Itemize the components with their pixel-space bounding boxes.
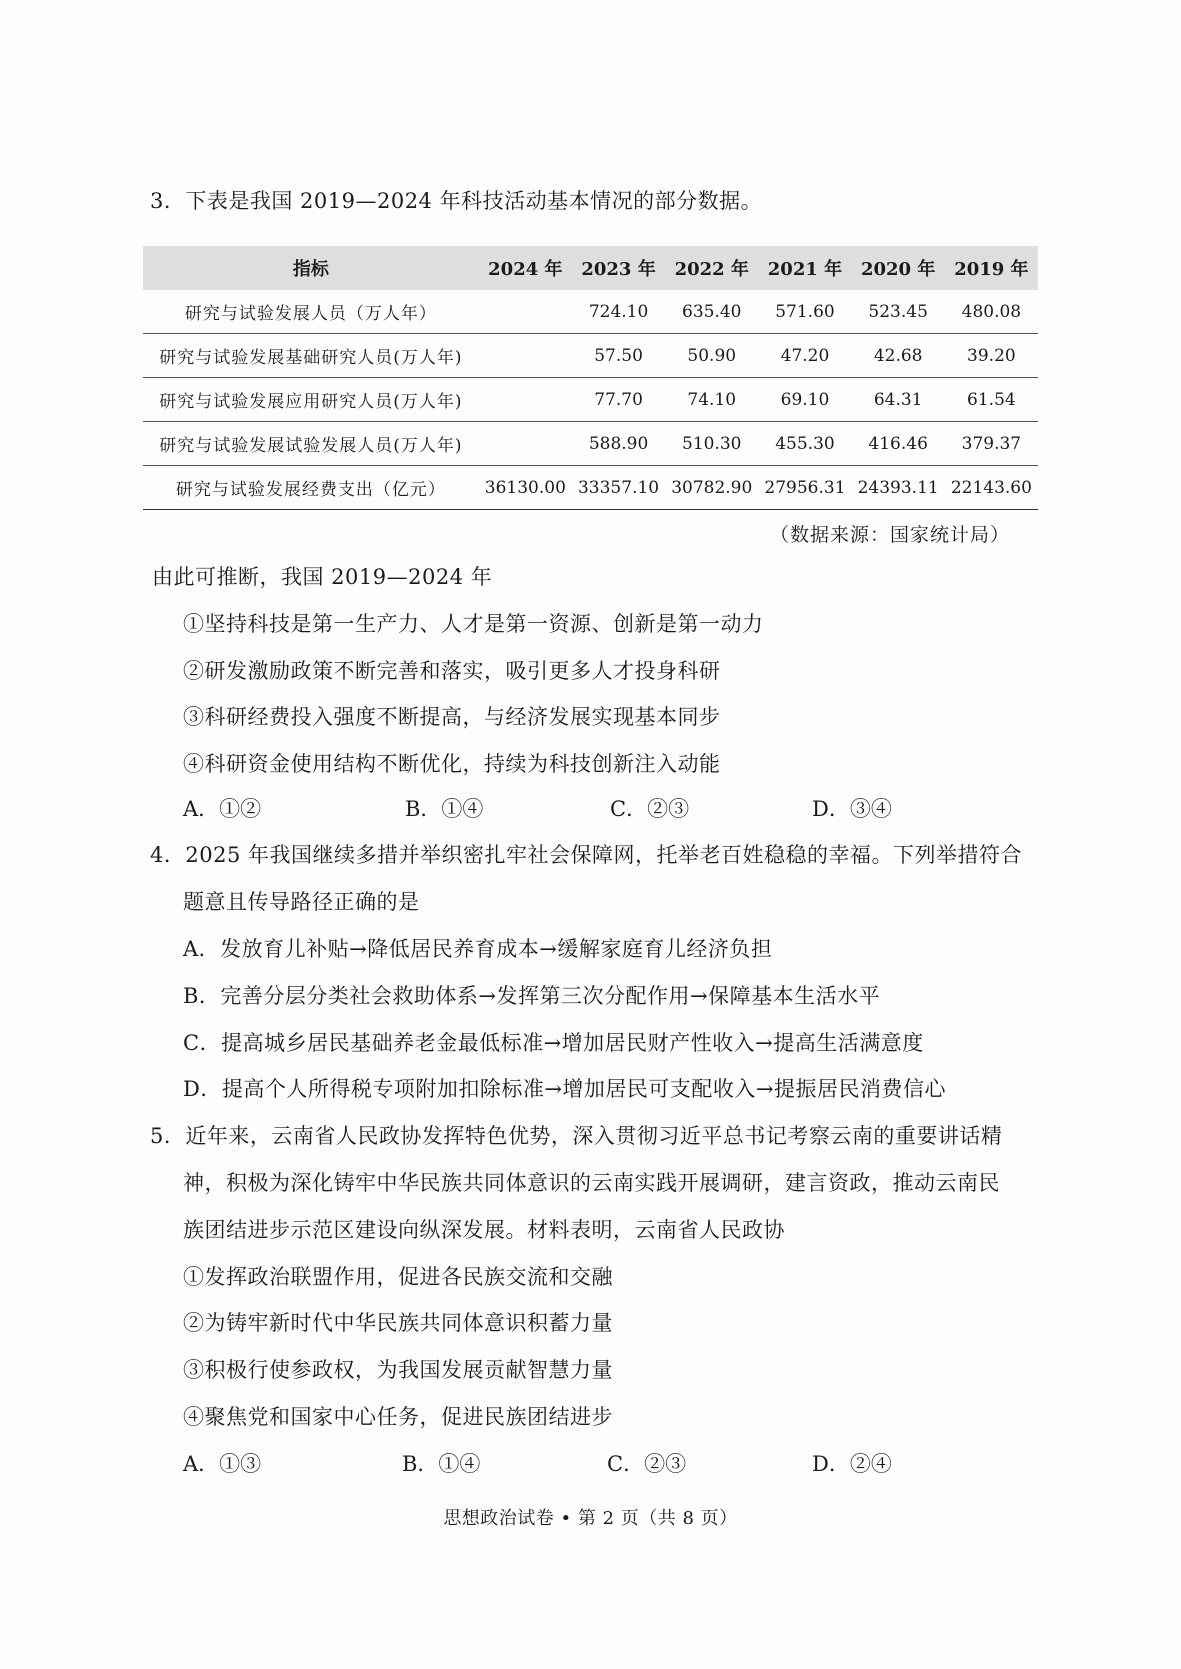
table-cell: 61.54 bbox=[967, 389, 1016, 410]
q5-options bbox=[0, 1449, 1181, 1479]
q3-options bbox=[0, 794, 1181, 824]
q3-option-b[interactable]: B．①④ bbox=[405, 797, 484, 821]
q5-item-1: ①发挥政治联盟作用，促进各民族交流和交融 bbox=[183, 1265, 613, 1289]
q3-item-1: ①坚持科技是第一生产力、人才是第一资源、创新是第一动力 bbox=[183, 612, 764, 636]
q4-stem-line-1: 4．2025 年我国继续多措并举织密扎牢社会保障网，托举老百姓稳稳的幸福。下列举措符合 bbox=[150, 843, 1022, 867]
q5-option-b[interactable]: B．①④ bbox=[402, 1452, 481, 1476]
table-cell: 74.10 bbox=[687, 389, 737, 410]
table-cell: 635.40 bbox=[682, 301, 742, 322]
table-header-cell: 2021 年 bbox=[767, 259, 843, 280]
table-row bbox=[143, 334, 1038, 378]
q5-item-4: ④聚焦党和国家中心任务，促进民族团结进步 bbox=[183, 1405, 613, 1429]
table-cell: 77.70 bbox=[594, 389, 643, 410]
table-cell: 64.31 bbox=[873, 389, 923, 410]
table-row bbox=[143, 466, 1038, 510]
table-cell: 24393.11 bbox=[857, 477, 939, 498]
table-cell: 510.30 bbox=[682, 433, 742, 454]
table-cell: 33357.10 bbox=[577, 477, 660, 498]
q3-option-c[interactable]: C．②③ bbox=[610, 797, 690, 821]
table-cell bbox=[479, 422, 572, 466]
q3-data-table bbox=[143, 246, 1038, 510]
table-header-cell: 2024 年 bbox=[488, 259, 563, 280]
table-cell: 379.37 bbox=[961, 433, 1022, 454]
table-row bbox=[143, 378, 1038, 422]
q3-lead: 由此可推断，我国 2019—2024 年 bbox=[152, 565, 493, 589]
q5-item-3: ③积极行使参政权，为我国发展贡献智慧力量 bbox=[183, 1358, 613, 1382]
table-row-label: 研究与试验发展试验发展人员(万人年) bbox=[159, 436, 463, 456]
table-cell: 480.08 bbox=[961, 301, 1022, 322]
table-cell: 69.10 bbox=[780, 389, 830, 410]
table-cell bbox=[479, 378, 572, 422]
table-cell bbox=[479, 290, 572, 334]
table-cell: 39.20 bbox=[967, 345, 1016, 366]
table-cell: 588.90 bbox=[588, 433, 649, 454]
q3-option-d[interactable]: D．③④ bbox=[812, 797, 892, 821]
table-cell: 47.20 bbox=[780, 345, 830, 366]
q3-option-a[interactable]: A．①② bbox=[183, 797, 262, 821]
q5-option-c[interactable]: C．②③ bbox=[607, 1452, 687, 1476]
table-cell bbox=[479, 334, 572, 378]
table-row-label: 研究与试验发展经费支出（亿元） bbox=[175, 480, 446, 500]
page-footer: 思想政治试卷 • 第 2 页（共 8 页） bbox=[443, 1508, 738, 1529]
q5-stem-line-2: 神，积极为深化铸牢中华民族共同体意识的云南实践开展调研，建言资政，推动云南民 bbox=[183, 1171, 1000, 1195]
q4-stem-line-2: 题意且传导路径正确的是 bbox=[183, 890, 420, 914]
table-row bbox=[143, 290, 1038, 334]
q4-option-c[interactable]: C．提高城乡居民基础养老金最低标准→增加居民财产性收入→提高生活满意度 bbox=[183, 1031, 924, 1055]
q4-option-b[interactable]: B．完善分层分类社会救助体系→发挥第三次分配作用→保障基本生活水平 bbox=[183, 984, 881, 1008]
q5-stem-line-3: 族团结进步示范区建设向纵深发展。材料表明，云南省人民政协 bbox=[183, 1218, 785, 1242]
table-cell: 36130.00 bbox=[484, 477, 566, 498]
q5-option-d[interactable]: D．②④ bbox=[812, 1452, 892, 1476]
table-cell: 57.50 bbox=[594, 345, 643, 366]
table-row bbox=[143, 422, 1038, 466]
q3-item-2: ②研发激励政策不断完善和落实，吸引更多人才投身科研 bbox=[183, 659, 721, 683]
table-cell: 571.60 bbox=[775, 301, 835, 322]
table-row-label: 研究与试验发展基础研究人员(万人年) bbox=[159, 348, 463, 368]
table-cell: 523.45 bbox=[868, 301, 928, 322]
table-header-cell: 2023 年 bbox=[581, 259, 656, 280]
table-cell: 27956.31 bbox=[764, 477, 846, 498]
table-header-cell: 2019 年 bbox=[954, 259, 1029, 280]
table-cell: 42.68 bbox=[873, 345, 923, 366]
q5-option-a[interactable]: A．①③ bbox=[183, 1452, 262, 1476]
data-source-note: （数据来源：国家统计局） bbox=[770, 524, 1011, 546]
table-cell: 50.90 bbox=[687, 345, 737, 366]
table-header-cell: 指标 bbox=[292, 259, 329, 280]
table-cell: 724.10 bbox=[588, 301, 649, 322]
q3-stem: 3．下表是我国 2019—2024 年科技活动基本情况的部分数据。 bbox=[150, 189, 763, 213]
table-row-label: 研究与试验发展应用研究人员(万人年) bbox=[159, 392, 463, 412]
q5-stem-line-1: 5．近年来，云南省人民政协发挥特色优势，深入贯彻习近平总书记考察云南的重要讲话精 bbox=[150, 1124, 1003, 1148]
q4-option-a[interactable]: A．发放育儿补贴→降低居民养育成本→缓解家庭育儿经济负担 bbox=[183, 937, 773, 961]
table-row-label: 研究与试验发展人员（万人年） bbox=[184, 304, 437, 324]
q3-item-4: ④科研资金使用结构不断优化，持续为科技创新注入动能 bbox=[183, 752, 721, 776]
table-cell: 416.46 bbox=[868, 433, 928, 454]
table-cell: 30782.90 bbox=[671, 477, 753, 498]
q3-item-3: ③科研经费投入强度不断提高，与经济发展实现基本同步 bbox=[183, 705, 721, 729]
table-header-cell: 2020 年 bbox=[860, 259, 936, 280]
q4-option-d[interactable]: D．提高个人所得税专项附加扣除标准→增加居民可支配收入→提振居民消费信心 bbox=[183, 1077, 947, 1101]
q5-item-2: ②为铸牢新时代中华民族共同体意识积蓄力量 bbox=[183, 1311, 613, 1335]
table-header-row bbox=[143, 246, 1038, 290]
table-header-cell: 2022 年 bbox=[674, 259, 749, 280]
table-cell: 22143.60 bbox=[950, 477, 1032, 498]
table-cell: 455.30 bbox=[775, 433, 835, 454]
